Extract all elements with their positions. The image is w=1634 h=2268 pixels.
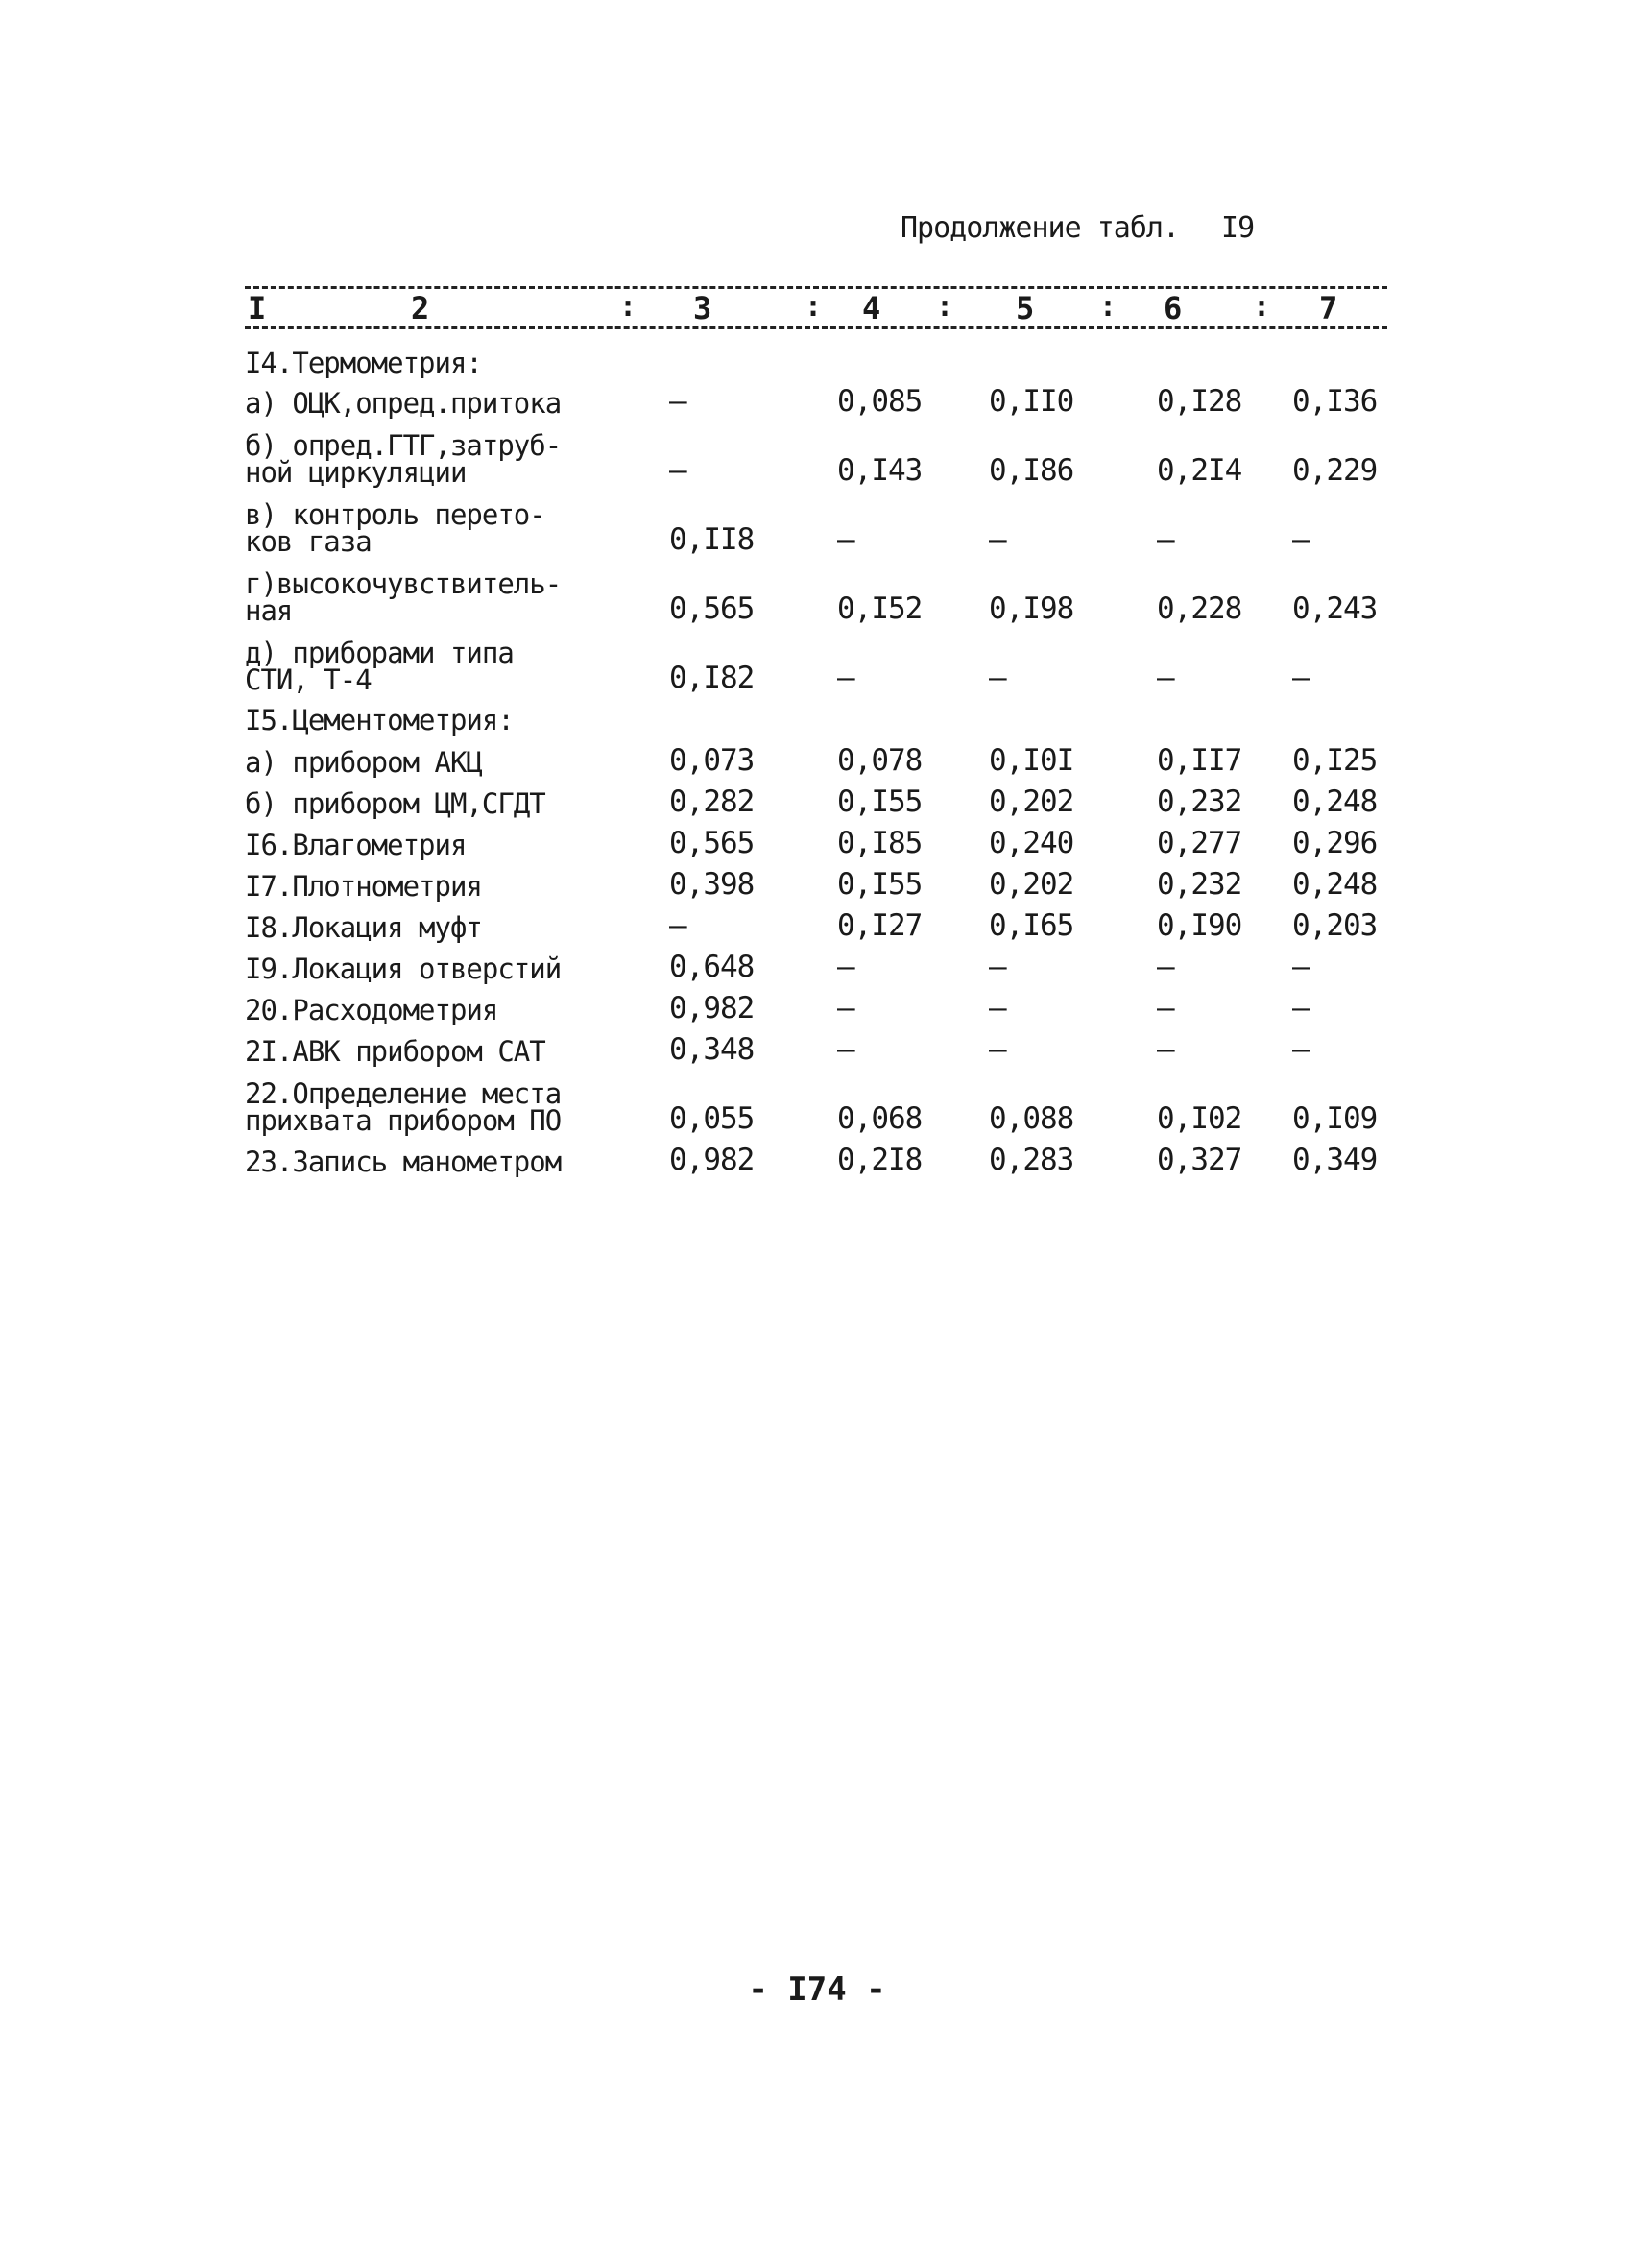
table-row xyxy=(245,1065,1397,1137)
row-label: г)высокочувствитель- ная xyxy=(245,567,562,627)
row-label: б) опред.ГТГ,затруб- ной циркуляции xyxy=(245,429,562,489)
cell-col7: 0,248 xyxy=(1292,784,1378,819)
cell-col5: – xyxy=(989,950,1006,984)
cell-col7: – xyxy=(1292,522,1310,557)
cell-col6: – xyxy=(1157,950,1174,984)
header-top-rule xyxy=(245,286,1387,289)
cell-col7: 0,349 xyxy=(1292,1143,1378,1177)
column-header-1: I xyxy=(248,290,267,326)
row-label: в) контроль перето- ков газа xyxy=(245,498,545,558)
table-row xyxy=(245,1024,1397,1068)
column-header-7: 7 xyxy=(1319,290,1338,326)
cell-col6: – xyxy=(1157,661,1174,695)
table-row xyxy=(245,1134,1397,1178)
cell-col3: – xyxy=(669,908,686,943)
table-row xyxy=(245,624,1397,696)
row-label: I4.Термометрия: xyxy=(245,347,482,379)
cell-col4: – xyxy=(837,1032,854,1067)
cell-col3: 0,648 xyxy=(669,950,755,984)
row-label: 22.Определение места прихвата прибором ПО xyxy=(245,1077,562,1137)
cell-col3: 0,398 xyxy=(669,867,755,902)
cell-col5: 0,240 xyxy=(989,826,1074,860)
cell-col4: – xyxy=(837,991,854,1025)
table-row xyxy=(245,982,1397,1024)
cell-col5: 0,202 xyxy=(989,867,1074,902)
cell-col7: – xyxy=(1292,991,1310,1025)
cell-col3: – xyxy=(669,384,686,419)
cell-col5: 0,202 xyxy=(989,784,1074,819)
row-label: а) прибором АКЦ xyxy=(245,746,482,779)
cell-col5: – xyxy=(989,1032,1006,1067)
table-row xyxy=(245,555,1397,627)
cell-col4: – xyxy=(837,661,854,695)
cell-col6: 0,232 xyxy=(1157,867,1242,902)
column-header-6: 6 xyxy=(1164,290,1183,326)
cell-col5: – xyxy=(989,522,1006,557)
cell-col3: 0,565 xyxy=(669,826,755,860)
cell-col6: 0,I28 xyxy=(1157,384,1242,419)
cell-col6: 0,I02 xyxy=(1157,1101,1242,1136)
cell-col5: – xyxy=(989,991,1006,1025)
cell-col6: – xyxy=(1157,1032,1174,1067)
table-row xyxy=(245,776,1397,820)
cell-col4: 0,I55 xyxy=(837,867,923,902)
page-number: - I74 - xyxy=(748,1970,886,2009)
cell-col6: – xyxy=(1157,991,1174,1025)
header-bottom-rule xyxy=(245,326,1387,329)
cell-col7: – xyxy=(1292,661,1310,695)
table-row xyxy=(245,338,1397,379)
cell-col5: 0,I0I xyxy=(989,743,1074,778)
cell-col3: 0,073 xyxy=(669,743,755,778)
cell-col6: 0,228 xyxy=(1157,591,1242,626)
cell-col7: – xyxy=(1292,950,1310,984)
cell-col7: 0,203 xyxy=(1292,908,1378,943)
column-separator: : xyxy=(619,290,637,324)
cell-col3: – xyxy=(669,453,686,488)
cell-col4: – xyxy=(837,950,854,984)
table-row xyxy=(245,900,1397,944)
column-header-5: 5 xyxy=(1016,290,1035,326)
row-label: 23.Запись манометром xyxy=(245,1146,562,1178)
cell-col3: 0,982 xyxy=(669,1143,755,1177)
row-label: д) приборами типа СТИ, Т-4 xyxy=(245,637,514,696)
cell-col3: 0,282 xyxy=(669,784,755,819)
cell-col6: 0,I90 xyxy=(1157,908,1242,943)
table-caption xyxy=(901,211,1254,245)
table-row xyxy=(245,693,1397,734)
table-row xyxy=(245,486,1397,558)
cell-col4: 0,085 xyxy=(837,384,923,419)
rates-table-body xyxy=(245,338,1397,1178)
column-header-2: 2 xyxy=(411,290,430,326)
table-row xyxy=(245,941,1397,985)
row-label: 20.Расходометрия xyxy=(245,994,498,1026)
cell-col4: 0,I52 xyxy=(837,591,923,626)
cell-col3: 0,055 xyxy=(669,1101,755,1136)
cell-col3: 0,982 xyxy=(669,991,755,1025)
cell-col4: – xyxy=(837,522,854,557)
cell-col7: 0,I09 xyxy=(1292,1101,1378,1136)
table-row xyxy=(245,417,1397,489)
cell-col7: 0,243 xyxy=(1292,591,1378,626)
cell-col5: 0,283 xyxy=(989,1143,1074,1177)
cell-col4: 0,068 xyxy=(837,1101,923,1136)
cell-col4: 0,I85 xyxy=(837,826,923,860)
column-separator: : xyxy=(936,290,954,324)
cell-col4: 0,2I8 xyxy=(837,1143,923,1177)
row-label: 2I.АВК прибором САТ xyxy=(245,1035,545,1068)
row-label: а) ОЦК,опред.притока xyxy=(245,387,562,420)
cell-col3: 0,II8 xyxy=(669,522,755,557)
cell-col6: – xyxy=(1157,522,1174,557)
caption-text: Продолжение табл. xyxy=(901,211,1180,245)
row-label: б) прибором ЦМ,СГДТ xyxy=(245,787,545,820)
cell-col4: 0,I43 xyxy=(837,453,923,488)
cell-col7: 0,229 xyxy=(1292,453,1378,488)
cell-col7: 0,I36 xyxy=(1292,384,1378,419)
cell-col4: 0,I55 xyxy=(837,784,923,819)
column-separator: : xyxy=(1099,290,1117,324)
cell-col6: 0,2I4 xyxy=(1157,453,1242,488)
cell-col7: 0,I25 xyxy=(1292,743,1378,778)
cell-col6: 0,327 xyxy=(1157,1143,1242,1177)
cell-col7: – xyxy=(1292,1032,1310,1067)
table-row xyxy=(245,376,1397,420)
row-label: I7.Плотнометрия xyxy=(245,870,482,903)
row-label: I6.Влагометрия xyxy=(245,829,467,861)
cell-col6: 0,II7 xyxy=(1157,743,1242,778)
cell-col4: 0,I27 xyxy=(837,908,923,943)
table-row xyxy=(245,858,1397,903)
cell-col5: – xyxy=(989,661,1006,695)
cell-col3: 0,348 xyxy=(669,1032,755,1067)
cell-col7: 0,296 xyxy=(1292,826,1378,860)
column-separator: : xyxy=(1253,290,1271,324)
cell-col5: 0,I65 xyxy=(989,908,1074,943)
cell-col7: 0,248 xyxy=(1292,867,1378,902)
cell-col5: 0,II0 xyxy=(989,384,1074,419)
column-header-3: 3 xyxy=(693,290,712,326)
cell-col6: 0,232 xyxy=(1157,784,1242,819)
cell-col3: 0,I82 xyxy=(669,661,755,695)
column-separator: : xyxy=(805,290,823,324)
table-row xyxy=(245,734,1397,779)
column-header-4: 4 xyxy=(862,290,881,326)
cell-col5: 0,I86 xyxy=(989,453,1074,488)
cell-col6: 0,277 xyxy=(1157,826,1242,860)
caption-table-number: I9 xyxy=(1221,211,1255,245)
row-label: I9.Локация отверстий xyxy=(245,953,562,985)
cell-col4: 0,078 xyxy=(837,743,923,778)
row-label: I8.Локация муфт xyxy=(245,911,482,944)
cell-col5: 0,I98 xyxy=(989,591,1074,626)
cell-col3: 0,565 xyxy=(669,591,755,626)
row-label: I5.Цементометрия: xyxy=(245,704,514,736)
table-row xyxy=(245,817,1397,861)
cell-col5: 0,088 xyxy=(989,1101,1074,1136)
